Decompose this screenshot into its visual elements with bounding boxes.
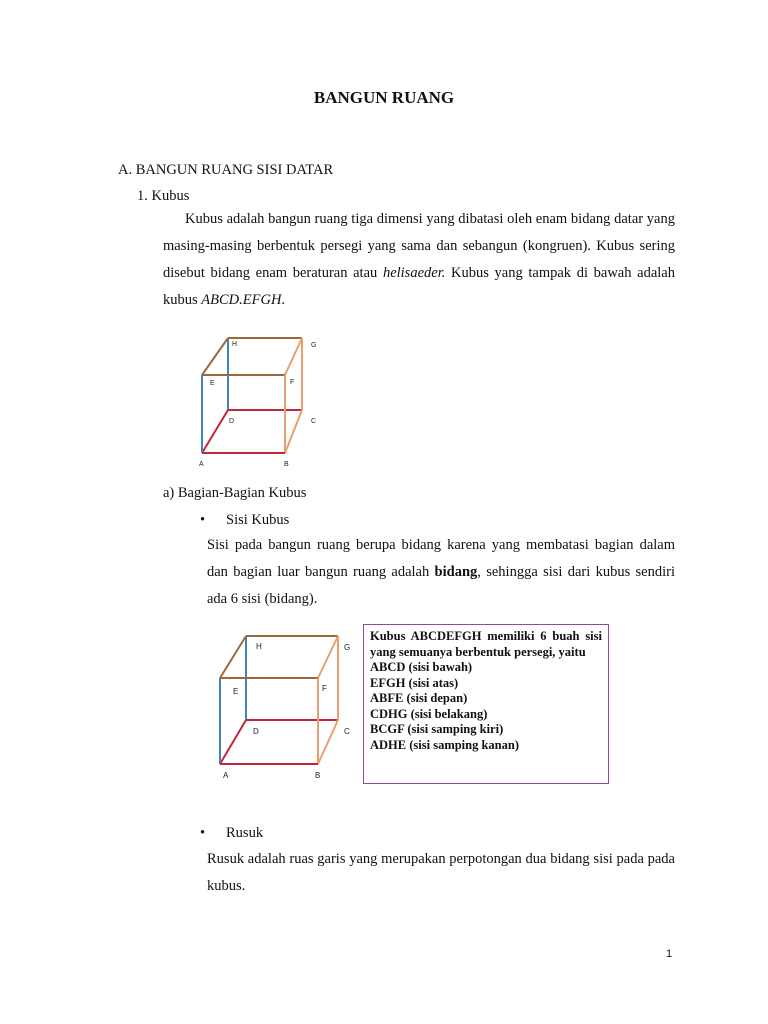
label-h: H [232, 341, 238, 348]
box-line: ADHE (sisi samping kanan) [370, 737, 519, 752]
subheading-bagian: a) Bagian-Bagian Kubus [163, 485, 307, 501]
bullet-icon: • [200, 825, 206, 841]
label-a: A [223, 771, 229, 780]
box-line: ABCD (sisi bawah) [370, 660, 473, 674]
label-e: E [233, 687, 239, 696]
box-line: BCGF (sisi samping kiri) [370, 722, 504, 736]
label-d: D [253, 727, 259, 736]
edge-ad [220, 720, 246, 764]
box-line: EFGH (sisi atas) [370, 675, 459, 690]
cube-diagram-2 [214, 628, 364, 783]
intro-text-2: Kubus yang tampak di bawah adalah kubus [163, 265, 675, 308]
bullet-icon: • [200, 512, 206, 528]
edge-fg [318, 636, 338, 678]
label-e: E [210, 380, 215, 387]
intro-italic-1: helisaeder. [382, 265, 446, 281]
label-b: B [284, 461, 289, 468]
rusuk-paragraph: Rusuk adalah ruas garis yang merupakan perpotongan dua bidang sisi pada pada kubus. [207, 851, 675, 894]
page-number: 1 [666, 948, 673, 960]
sisi-paragraph [207, 532, 675, 613]
intro-italic-2: ABCD.EFGH [201, 292, 282, 308]
label-b: B [315, 771, 321, 780]
bullet-rusuk [200, 825, 263, 842]
label-c: C [311, 418, 317, 425]
edge-bc [285, 410, 302, 453]
edge-eh [202, 338, 228, 375]
sisi-bold: bidang [434, 564, 478, 580]
label-f: F [322, 684, 327, 693]
label-a: A [199, 461, 204, 468]
box-line: ABFE (sisi depan) [370, 691, 468, 705]
bullet-sisi-kubus [200, 512, 289, 529]
edge-ad [202, 410, 228, 453]
edge-bc [318, 720, 338, 764]
intro-text-3: . [281, 292, 286, 308]
edge-eh [220, 636, 246, 678]
cube-diagram-1 [190, 328, 330, 473]
label-c: C [344, 727, 350, 736]
label-f: F [290, 379, 295, 386]
item-heading-kubus: 1. Kubus [137, 188, 190, 204]
box-intro: Kubus ABCDEFGH memiliki 6 buah sisi yang semuanya berbentuk persegi, yaitu [370, 629, 602, 659]
sisi-text-2: , sehingga sisi dari kubus sendiri ada 6 sisi (bidang). [207, 564, 675, 607]
section-heading-a: A. BANGUN RUANG SISI DATAR [118, 162, 334, 178]
edge-fg [285, 338, 302, 375]
intro-paragraph [163, 206, 675, 314]
bullet-sisi-label: Sisi Kubus [226, 512, 290, 528]
page-title: BANGUN RUANG [313, 88, 455, 107]
label-d: D [229, 418, 235, 425]
box-line: CDHG (sisi belakang) [370, 706, 488, 721]
sisi-info-box [363, 624, 609, 784]
sisi-text-1: Sisi pada bangun ruang berupa bidang karena yang membatasi bagian dalam dan bagian luar bangun ruang adalah [207, 537, 675, 580]
intro-text-1: Kubus adalah bangun ruang tiga dimensi yang dibatasi oleh enam bidang datar yang masing-masing berbentuk persegi yang sama dan sebangun (kongruen). Kubus sering disebut bidang enam beraturan atau [163, 211, 675, 281]
label-g: G [344, 643, 351, 652]
label-h: H [256, 642, 262, 651]
label-g: G [311, 342, 317, 349]
bullet-rusuk-label: Rusuk [226, 825, 264, 841]
